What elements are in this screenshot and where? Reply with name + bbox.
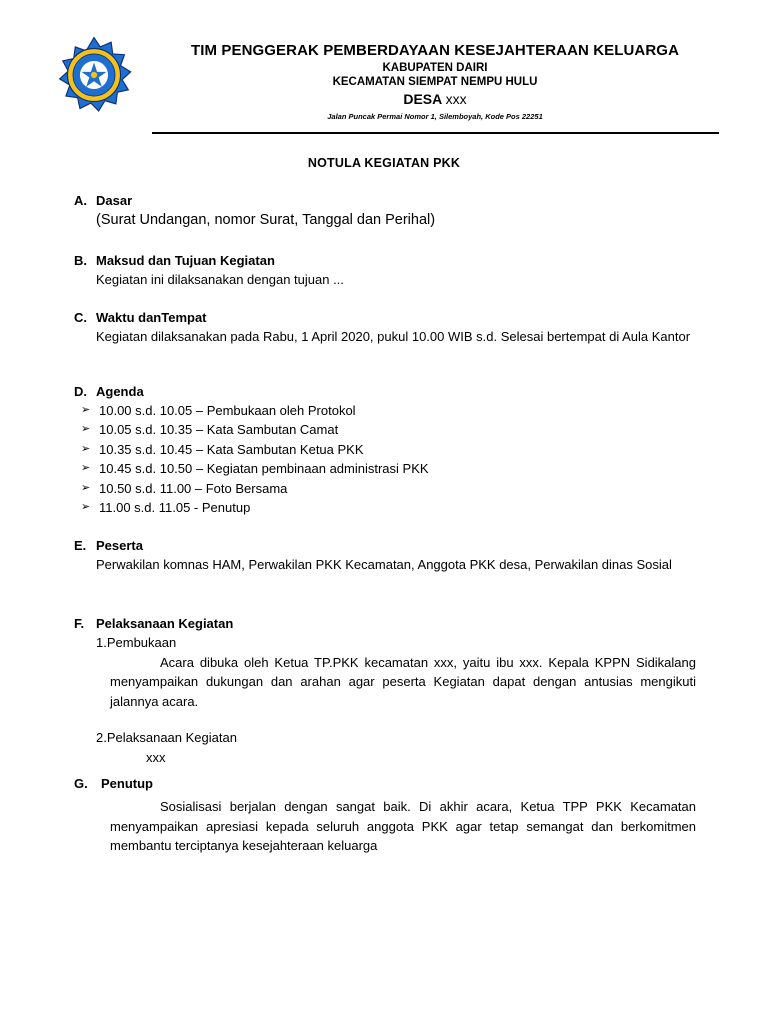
section-title: Maksud dan Tujuan Kegiatan: [96, 253, 275, 268]
section-letter: D.: [74, 384, 87, 399]
subsection-label: 1.Pembukaan: [96, 635, 177, 650]
section-heading: [74, 383, 696, 401]
section-title: Penutup: [101, 776, 153, 791]
section-d: [74, 383, 696, 517]
section-c: [74, 309, 696, 347]
section-letter: C.: [74, 310, 87, 325]
pkk-emblem-icon: [55, 36, 133, 114]
section-heading: [74, 615, 696, 633]
arrowhead-bullet-icon: ➢: [81, 462, 91, 475]
subsection-text: Acara dibuka oleh Ketua TP.PKK kecamatan xxx, yaitu ibu xxx. Kepala KPPN Sidikalang menyampaikan dukungan dan arahan agar peserta Kegiatan dapat dengan antusias mengikuti jalannya acara.: [110, 654, 696, 709]
list-item: [81, 440, 696, 459]
subsection-text: xxx: [146, 749, 166, 765]
list-item: [81, 479, 696, 498]
section-f: [74, 615, 696, 767]
list-item: [81, 498, 696, 517]
section-letter: B.: [74, 253, 87, 268]
section-heading: [74, 775, 696, 793]
address: Jalan Puncak Permai Nomor 1, Silemboyah, Kode Pos 22251: [327, 112, 543, 121]
agenda-item-text: 10.00 s.d. 10.05 – Pembukaan oleh Protokol: [99, 403, 356, 418]
section-b: [74, 252, 696, 290]
subsection-2: [96, 728, 696, 767]
agenda-list: [81, 401, 696, 517]
section-heading: [74, 252, 696, 270]
section-letter: A.: [74, 193, 87, 208]
subsection-label: 2.Pelaksanaan Kegiatan: [96, 730, 237, 745]
section-title: Pelaksanaan Kegiatan: [96, 616, 234, 631]
section-title: Waktu danTempat: [96, 310, 207, 325]
section-text: Kegiatan dilaksanakan pada Rabu, 1 April 2020, pukul 10.00 WIB s.d. Selesai bertempat di Aula Kantor: [96, 329, 691, 344]
section-text: (Surat Undangan, nomor Surat, Tanggal dan Perihal): [96, 212, 436, 228]
agenda-item-text: 10.50 s.d. 11.00 – Foto Bersama: [99, 480, 288, 496]
letterhead: [150, 42, 720, 122]
regency-name: KABUPATEN DAIRI: [382, 62, 488, 74]
section-g: [74, 775, 696, 856]
agenda-item-text: 11.00 s.d. 11.05 - Penutup: [99, 500, 251, 516]
arrowhead-bullet-icon: ➢: [81, 423, 91, 436]
village-label: DESA: [403, 91, 442, 107]
list-item: [81, 401, 696, 420]
list-item: [81, 459, 696, 478]
section-title: Dasar: [96, 193, 133, 208]
section-heading: [74, 192, 696, 210]
org-name: TIM PENGGERAK PEMBERDAYAAN KESEJAHTERAAN KELUARGA: [190, 42, 679, 59]
list-item: [81, 420, 696, 439]
subsection-1: [96, 633, 696, 711]
section-e: [74, 537, 696, 575]
section-heading: [74, 309, 696, 327]
section-heading: [74, 537, 696, 555]
arrowhead-bullet-icon: ➢: [81, 404, 91, 416]
arrowhead-bullet-icon: ➢: [81, 501, 91, 514]
section-text: Perwakilan komnas HAM, Perwakilan PKK Kecamatan, Anggota PKK desa, Perwakilan dinas Sosial: [96, 557, 672, 572]
section-letter: E.: [74, 538, 87, 553]
village-name: xxx: [445, 91, 467, 107]
letterhead-divider: [152, 132, 719, 134]
section-title: Agenda: [96, 384, 144, 399]
section-a: [74, 192, 696, 230]
district-name: KECAMATAN SIEMPAT NEMPU HULU: [332, 76, 538, 88]
agenda-item-text: 10.45 s.d. 10.50 – Kegiatan pembinaan administrasi PKK: [99, 461, 429, 477]
arrowhead-bullet-icon: ➢: [81, 442, 91, 455]
agenda-item-text: 10.35 s.d. 10.45 – Kata Sambutan Ketua PKK: [99, 441, 364, 457]
section-letter: G.: [74, 776, 88, 791]
village-line: [150, 90, 720, 108]
section-text: Kegiatan ini dilaksanakan dengan tujuan ...: [96, 272, 344, 287]
section-text: Sosialisasi berjalan dengan sangat baik. Di akhir acara, Ketua TPP PKK Kecamatan menyampaikan apresiasi kepada seluruh anggota PKK agar tetap semangat dan berkomitmen membantu terciptanya kesejahteraan keluarga: [110, 799, 696, 853]
section-letter: F.: [74, 616, 85, 631]
arrowhead-bullet-icon: ➢: [81, 481, 91, 494]
section-title: Peserta: [96, 538, 143, 553]
document-title: NOTULA KEGIATAN PKK: [307, 156, 461, 170]
agenda-item-text: 10.05 s.d. 10.35 – Kata Sambutan Camat: [99, 422, 339, 438]
